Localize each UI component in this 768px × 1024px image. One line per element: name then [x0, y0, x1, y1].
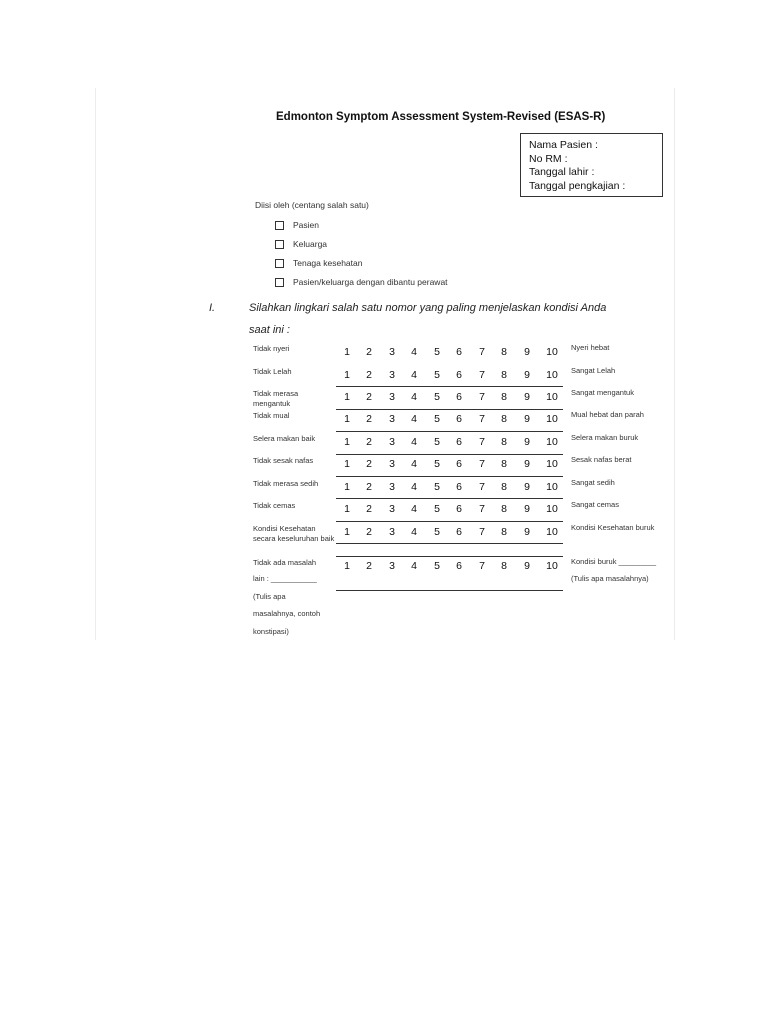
- scale-number[interactable]: 4: [411, 413, 417, 425]
- scale-number[interactable]: 7: [479, 458, 485, 470]
- scale-number[interactable]: 1: [344, 391, 350, 403]
- instruction-line-1: Silahkan lingkari salah satu nomor yang paling menjelaskan kondisi Anda: [249, 302, 607, 314]
- scale-number[interactable]: 7: [479, 346, 485, 358]
- symptom-right-label: Kondisi buruk _________: [571, 557, 657, 566]
- scale-number[interactable]: 8: [501, 346, 507, 358]
- scale-number[interactable]: 9: [524, 391, 530, 403]
- patient-info-box: [520, 133, 663, 197]
- symptom-right-label: Sangat cemas: [571, 500, 619, 509]
- scale-number[interactable]: 1: [344, 458, 350, 470]
- form-title: Edmonton Symptom Assessment System-Revised (ESAS-R): [276, 111, 606, 123]
- scale-number[interactable]: 5: [434, 413, 440, 425]
- scale-number[interactable]: 4: [411, 346, 417, 358]
- scale-number[interactable]: 6: [456, 481, 462, 493]
- symptom-left-label: Tidak ada masalah: [253, 558, 317, 567]
- checkbox-health-worker[interactable]: [275, 259, 284, 268]
- scale-number[interactable]: 10: [546, 413, 558, 425]
- symptom-right-label: Mual hebat dan parah: [571, 410, 644, 419]
- scale-number[interactable]: 7: [479, 503, 485, 515]
- symptom-right-label: Sangat Lelah: [571, 366, 616, 375]
- symptom-left-label: Tidak sesak nafas: [253, 456, 314, 465]
- row-divider: [336, 409, 563, 410]
- scale-number[interactable]: 7: [479, 560, 485, 572]
- scale-number[interactable]: 2: [366, 458, 372, 470]
- scale-number[interactable]: 8: [501, 526, 507, 538]
- option-label: Pasien: [293, 220, 319, 230]
- scale-number[interactable]: 7: [479, 526, 485, 538]
- scale-number[interactable]: 6: [456, 560, 462, 572]
- scale-number[interactable]: 4: [411, 436, 417, 448]
- scale-number[interactable]: 9: [524, 526, 530, 538]
- scale-number[interactable]: 1: [344, 503, 350, 515]
- scale-number[interactable]: 3: [389, 413, 395, 425]
- scale-number[interactable]: 5: [434, 436, 440, 448]
- symptom-right-label: Kondisi Kesehatan buruk: [571, 523, 655, 532]
- scale-number[interactable]: 8: [501, 391, 507, 403]
- symptom-left-label: Tidak mual: [253, 411, 290, 420]
- row-divider: [336, 590, 563, 591]
- scale-number[interactable]: 7: [479, 481, 485, 493]
- scale-number[interactable]: 1: [344, 436, 350, 448]
- scale-number[interactable]: 1: [344, 346, 350, 358]
- scale-number[interactable]: 3: [389, 503, 395, 515]
- scale-number[interactable]: 3: [389, 436, 395, 448]
- scale-number[interactable]: 3: [389, 560, 395, 572]
- scale-number[interactable]: 9: [524, 369, 530, 381]
- scale-number[interactable]: 4: [411, 503, 417, 515]
- scale-number[interactable]: 9: [524, 413, 530, 425]
- checkbox-patient[interactable]: [275, 221, 284, 230]
- scale-number[interactable]: 9: [524, 436, 530, 448]
- scale-number[interactable]: 9: [524, 346, 530, 358]
- scale-number[interactable]: 4: [411, 560, 417, 572]
- symptom-right-label: Sangat mengantuk: [571, 388, 634, 397]
- scale-number[interactable]: 6: [456, 526, 462, 538]
- scale-number[interactable]: 10: [546, 560, 558, 572]
- scale-number[interactable]: 6: [456, 503, 462, 515]
- checkbox-family[interactable]: [275, 240, 284, 249]
- row-divider: [336, 556, 563, 557]
- scale-number[interactable]: 5: [434, 526, 440, 538]
- scale-number[interactable]: 10: [546, 369, 558, 381]
- scale-number[interactable]: 5: [434, 369, 440, 381]
- other-problem-note: konstipasi): [253, 627, 289, 636]
- scale-number[interactable]: 4: [411, 369, 417, 381]
- scale-number[interactable]: 6: [456, 391, 462, 403]
- symptom-right-label: Sesak nafas berat: [571, 455, 632, 464]
- scale-number[interactable]: 2: [366, 346, 372, 358]
- scale-number[interactable]: 7: [479, 413, 485, 425]
- scale-number[interactable]: 7: [479, 436, 485, 448]
- birth-date-field[interactable]: Tanggal lahir :: [529, 166, 595, 178]
- scale-number[interactable]: 8: [501, 481, 507, 493]
- scale-number[interactable]: 10: [546, 458, 558, 470]
- scale-number[interactable]: 6: [456, 369, 462, 381]
- scale-number[interactable]: 5: [434, 481, 440, 493]
- scale-number[interactable]: 9: [524, 560, 530, 572]
- other-problem-note: masalahnya, contoh: [253, 609, 321, 618]
- scale-number[interactable]: 8: [501, 369, 507, 381]
- symptom-row: [0, 557, 768, 582]
- scale-number[interactable]: 6: [456, 436, 462, 448]
- scale-number[interactable]: 4: [411, 526, 417, 538]
- symptom-left-label: Tidak merasa mengantuk: [253, 389, 299, 408]
- symptom-right-label: Sangat sedih: [571, 478, 615, 487]
- other-problem-right-note: (Tulis apa masalahnya): [571, 574, 649, 583]
- scale-number[interactable]: 1: [344, 560, 350, 572]
- scale-number[interactable]: 2: [366, 560, 372, 572]
- scale-number[interactable]: 5: [434, 391, 440, 403]
- scale-number[interactable]: 9: [524, 481, 530, 493]
- patient-name-field[interactable]: Nama Pasien :: [529, 139, 598, 151]
- scale-number[interactable]: 1: [344, 413, 350, 425]
- symptom-right-label: Selera makan buruk: [571, 433, 639, 442]
- row-divider: [336, 476, 563, 477]
- medical-record-field[interactable]: No RM :: [529, 152, 568, 165]
- option-label: Pasien/keluarga dengan dibantu perawat: [293, 277, 448, 287]
- scale-number[interactable]: 5: [434, 346, 440, 358]
- section-number: I.: [209, 302, 216, 314]
- scale-number[interactable]: 2: [366, 436, 372, 448]
- scale-number[interactable]: 6: [456, 346, 462, 358]
- other-problem-line: lain : ___________: [253, 574, 317, 583]
- other-problem-note: (Tulis apa: [253, 592, 286, 601]
- option-family[interactable]: [275, 238, 327, 250]
- scale-number[interactable]: 5: [434, 458, 440, 470]
- instruction-line-2: saat ini :: [249, 324, 290, 336]
- checkbox-assisted-by-nurse[interactable]: [275, 278, 284, 287]
- option-health-worker[interactable]: [275, 257, 362, 269]
- scale-number[interactable]: 2: [366, 369, 372, 381]
- scale-number[interactable]: 2: [366, 481, 372, 493]
- scale-number[interactable]: 2: [366, 413, 372, 425]
- scale-number[interactable]: 3: [389, 346, 395, 358]
- option-label: Keluarga: [293, 239, 328, 249]
- symptom-row: [0, 343, 768, 368]
- scale-number[interactable]: 10: [546, 391, 558, 403]
- row-divider: [336, 386, 563, 387]
- scale-number[interactable]: 5: [434, 560, 440, 572]
- scale-number[interactable]: 2: [366, 391, 372, 403]
- scale-number[interactable]: 2: [366, 503, 372, 515]
- symptom-right-label: Nyeri hebat: [571, 343, 610, 352]
- scale-number[interactable]: 8: [501, 560, 507, 572]
- scale-number[interactable]: 3: [389, 526, 395, 538]
- scale-number[interactable]: 7: [479, 391, 485, 403]
- option-label: Tenaga kesehatan: [293, 258, 363, 268]
- symptom-left-label: Tidak Lelah: [253, 367, 292, 376]
- row-divider: [336, 454, 563, 455]
- symptom-left-label: Kondisi Kesehatan secara keseluruhan baik: [253, 524, 335, 543]
- filled-by-label: Diisi oleh (centang salah satu): [255, 200, 369, 210]
- symptom-row: [0, 478, 768, 503]
- scale-number[interactable]: 3: [389, 391, 395, 403]
- scale-number[interactable]: 3: [389, 458, 395, 470]
- option-assisted-by-nurse[interactable]: [275, 276, 448, 288]
- row-divider: [336, 521, 563, 522]
- symptom-left-label: Tidak cemas: [253, 501, 296, 510]
- scale-number[interactable]: 4: [411, 458, 417, 470]
- scale-number[interactable]: 8: [501, 436, 507, 448]
- scale-number[interactable]: 10: [546, 436, 558, 448]
- scale-number[interactable]: 2: [366, 526, 372, 538]
- scale-number[interactable]: 9: [524, 458, 530, 470]
- scale-number[interactable]: 1: [344, 526, 350, 538]
- scale-number[interactable]: 6: [456, 413, 462, 425]
- symptom-left-label: Tidak merasa sedih: [253, 479, 319, 488]
- scale-number[interactable]: 1: [344, 369, 350, 381]
- scale-number[interactable]: 10: [546, 503, 558, 515]
- symptom-left-label: Selera makan baik: [253, 434, 316, 443]
- symptom-row: [0, 366, 768, 391]
- scale-number[interactable]: 10: [546, 526, 558, 538]
- assessment-date-field[interactable]: Tanggal pengkajian :: [529, 179, 626, 192]
- scale-number[interactable]: 7: [479, 369, 485, 381]
- scale-number[interactable]: 5: [434, 503, 440, 515]
- scale-number[interactable]: 9: [524, 503, 530, 515]
- scale-number[interactable]: 3: [389, 369, 395, 381]
- scale-number[interactable]: 6: [456, 458, 462, 470]
- scale-number[interactable]: 4: [411, 481, 417, 493]
- scale-number[interactable]: 10: [546, 346, 558, 358]
- scale-number[interactable]: 8: [501, 503, 507, 515]
- scale-number[interactable]: 8: [501, 458, 507, 470]
- scale-number[interactable]: 8: [501, 413, 507, 425]
- scale-number[interactable]: 1: [344, 481, 350, 493]
- row-divider: [336, 431, 563, 432]
- option-patient[interactable]: [275, 219, 319, 231]
- symptom-left-label: Tidak nyeri: [253, 344, 290, 353]
- scale-number[interactable]: 4: [411, 391, 417, 403]
- row-divider: [336, 498, 563, 499]
- row-divider: [336, 543, 563, 544]
- symptom-row: [0, 523, 768, 548]
- scale-number[interactable]: 3: [389, 481, 395, 493]
- scale-number[interactable]: 10: [546, 481, 558, 493]
